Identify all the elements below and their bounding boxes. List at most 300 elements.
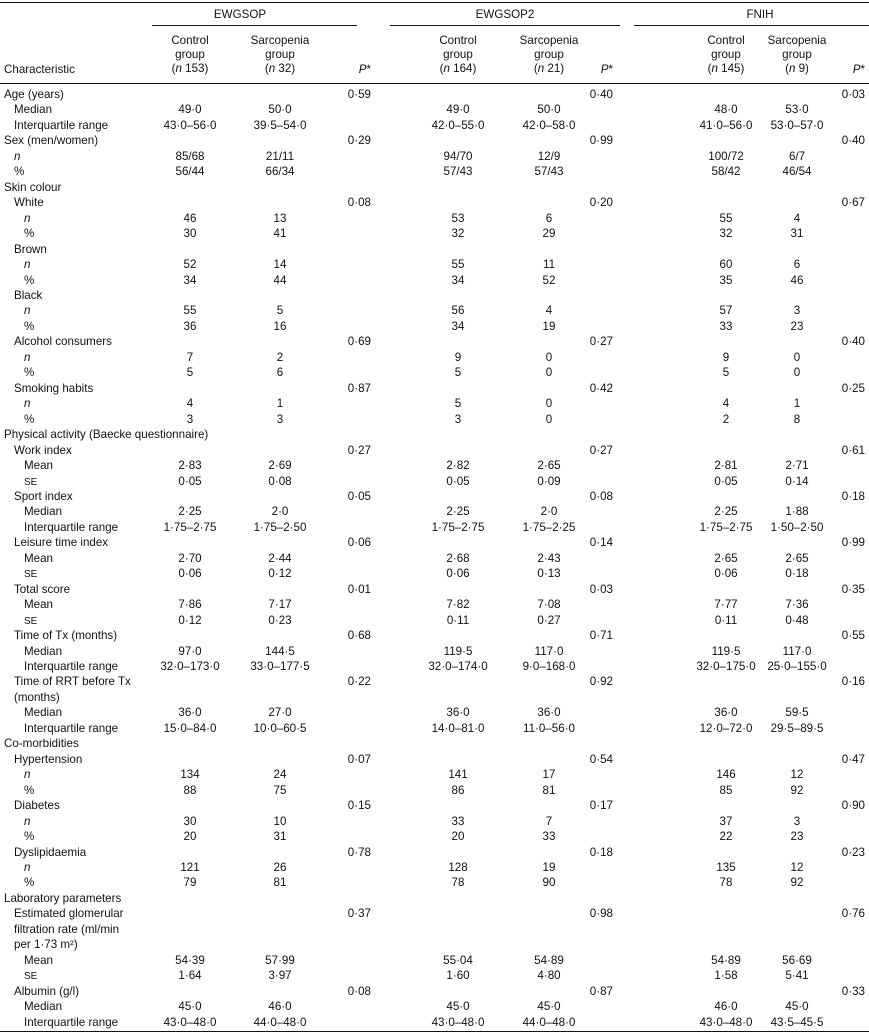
p-value: 0·27 xyxy=(589,443,613,457)
row-label: Time of Tx (months) xyxy=(14,629,118,643)
table-cell: 23 xyxy=(790,830,804,844)
table-cell: 33 xyxy=(451,814,465,828)
table-cell: 121 xyxy=(180,861,200,874)
table-cell: 45·0 xyxy=(178,1000,202,1014)
table-cell: 19 xyxy=(542,861,556,874)
table-cell: 45·0 xyxy=(446,1000,470,1014)
p-value: 0·40 xyxy=(841,335,865,349)
table-cell: 0·08 xyxy=(268,474,292,488)
table-cell: 94/70 xyxy=(443,149,473,163)
table-cell: 12 xyxy=(790,861,804,874)
p-value: 0·98 xyxy=(589,907,613,921)
table-cell: 17 xyxy=(542,768,556,782)
table-cell: 0·13 xyxy=(537,567,561,581)
table-cell: 4·80 xyxy=(537,969,561,983)
table-cell: 42·0–58·0 xyxy=(522,118,576,132)
header-rule xyxy=(0,83,869,84)
table-cell: 5 xyxy=(454,397,462,411)
row-label: Physical activity (Baecke questionnaire) xyxy=(4,428,209,442)
p-value: 0·25 xyxy=(841,381,865,395)
table-cell: 54·89 xyxy=(534,953,564,967)
table-cell: 5 xyxy=(454,366,462,380)
table-cell: 9 xyxy=(454,350,462,364)
table-cell: 56 xyxy=(451,304,465,318)
p-value: 0·18 xyxy=(589,845,613,859)
p-value: 0·08 xyxy=(589,489,613,503)
table-cell: 2·69 xyxy=(268,459,292,473)
table-cell: 31 xyxy=(790,227,804,241)
p-value: 0·17 xyxy=(589,799,613,813)
column-header: Sarcopenia group (n 21) xyxy=(519,34,579,75)
table-cell: 0·48 xyxy=(785,613,809,627)
row-label: Albumin (g/l) xyxy=(14,984,80,998)
table-cell: 36·0 xyxy=(446,706,470,720)
table-cell: 119·5 xyxy=(443,644,473,658)
table-cell: 46·0 xyxy=(714,1000,738,1014)
table-cell: 36·0 xyxy=(537,706,561,720)
table-cell: 54·39 xyxy=(175,953,205,967)
table-cell: 20 xyxy=(451,830,465,844)
table-cell: 37 xyxy=(719,814,733,828)
bottom-rule xyxy=(0,1031,869,1032)
table-cell: 56·69 xyxy=(782,953,812,967)
table-cell: 56/44 xyxy=(175,165,205,179)
row-label: n xyxy=(24,258,31,272)
table-cell: 2·81 xyxy=(714,459,738,473)
table-cell: 1·58 xyxy=(714,969,738,983)
row-label: SE xyxy=(24,971,38,983)
row-label: Brown xyxy=(14,242,47,256)
p-value: 0·40 xyxy=(589,88,613,101)
row-label: n xyxy=(24,211,31,225)
p-value: 0·29 xyxy=(347,134,371,148)
table-cell: 2·83 xyxy=(178,459,202,473)
table-cell: 3 xyxy=(793,304,801,318)
table-cell: 1·64 xyxy=(178,969,202,983)
table-cell: 30 xyxy=(183,227,197,241)
table-cell: 135 xyxy=(716,861,736,874)
row-label: Dyslipidaemia xyxy=(14,845,87,859)
group-header: EWGSOP2 xyxy=(475,8,535,21)
table-cell: 78 xyxy=(451,876,465,890)
row-label: Median xyxy=(24,644,63,658)
table-cell: 36 xyxy=(183,319,197,333)
table-cell: 0·05 xyxy=(446,474,470,488)
table-cell: 141 xyxy=(448,768,468,782)
table-cell: 41 xyxy=(273,227,287,241)
table-cell: 0·05 xyxy=(178,474,202,488)
table-cell: 7·77 xyxy=(714,598,738,612)
table-cell: 19 xyxy=(542,319,556,333)
column-header: Sarcopenia group (n 9) xyxy=(767,34,827,75)
table-cell: 36·0 xyxy=(178,706,202,720)
row-label: SE xyxy=(24,476,38,488)
p-value: 0·61 xyxy=(841,443,865,457)
characteristic-header: Characteristic xyxy=(4,63,75,76)
row-label: Interquartile range xyxy=(14,118,109,132)
row-label: Diabetes xyxy=(14,799,60,813)
row-label: Mean xyxy=(24,551,54,565)
table-cell: 39·5–54·0 xyxy=(253,118,307,132)
table-cell: 85/68 xyxy=(175,149,205,163)
p-value: 0·05 xyxy=(347,489,371,503)
p-value: 0·27 xyxy=(347,443,371,457)
p-value: 0·67 xyxy=(841,196,865,210)
table-cell: 0 xyxy=(545,397,553,411)
table-cell: 81 xyxy=(273,876,287,890)
table-cell: 6 xyxy=(793,258,801,272)
table-cell: 117·0 xyxy=(534,644,564,658)
table-cell: 7·86 xyxy=(178,598,202,612)
table-cell: 55 xyxy=(183,304,197,318)
table-cell: 1·75–2·75 xyxy=(699,520,753,534)
p-value: 0·22 xyxy=(347,675,371,689)
table-cell: 2·43 xyxy=(537,551,561,565)
table-cell: 79 xyxy=(183,876,197,890)
table-cell: 100/72 xyxy=(708,149,744,163)
row-label: Total score xyxy=(14,582,71,596)
table-cell: 34 xyxy=(451,273,465,287)
p-value: 0·08 xyxy=(347,984,371,998)
table-cell: 57 xyxy=(719,304,733,318)
table-cell: 29·5–89·5 xyxy=(770,721,824,735)
table-cell: 2·0 xyxy=(271,505,289,519)
table-cell: 12/9 xyxy=(537,149,561,163)
table-cell: 5 xyxy=(186,366,194,380)
table-cell: 146 xyxy=(716,768,736,782)
table-cell: 5·41 xyxy=(785,969,809,983)
p-value: 0·33 xyxy=(841,984,865,998)
table-cell: 4 xyxy=(722,397,730,411)
table-cell: 52 xyxy=(183,258,197,272)
table-cell: 4 xyxy=(793,211,801,225)
table-cell: 45·0 xyxy=(785,1000,809,1014)
p-value: 0·37 xyxy=(347,907,371,921)
table-cell: 3 xyxy=(276,412,284,426)
table-cell: 75 xyxy=(273,783,287,797)
table-cell: 6 xyxy=(276,366,284,380)
table-cell: 52 xyxy=(542,273,556,287)
table-cell: 0 xyxy=(545,366,553,380)
row-label: Median xyxy=(14,103,53,117)
table-cell: 11·0–56·0 xyxy=(523,721,575,735)
table-cell: 2·44 xyxy=(268,551,292,565)
row-label: per 1·73 m²) xyxy=(14,938,78,952)
row-label: Mean xyxy=(24,953,54,967)
table-cell: 0·12 xyxy=(178,613,202,627)
p-value: 0·16 xyxy=(841,675,865,689)
table-cell: 32 xyxy=(719,227,733,241)
table-cell: 6/7 xyxy=(788,149,806,163)
p-value: 0·20 xyxy=(589,196,613,210)
row-label: n xyxy=(24,397,31,411)
table-cell: 7 xyxy=(186,350,194,364)
row-label: Work index xyxy=(14,443,72,457)
p-value: 0·40 xyxy=(841,134,865,148)
table-cell: 5 xyxy=(722,366,730,380)
row-label: Median xyxy=(24,1000,63,1014)
table-cell: 1·75–2·75 xyxy=(163,520,217,534)
table-cell: 1·60 xyxy=(446,969,470,983)
table-cell: 81 xyxy=(542,783,556,797)
table-cell: 7 xyxy=(545,814,553,828)
table-cell: 0 xyxy=(545,412,553,426)
row-label: Median xyxy=(24,706,63,720)
table-cell: 13 xyxy=(273,211,287,225)
row-label: % xyxy=(24,412,35,426)
table-cell: 25·0–155·0 xyxy=(767,660,827,674)
table-cell: 2·65 xyxy=(537,459,561,473)
p-value: 0·90 xyxy=(841,799,865,813)
p-value: 0·08 xyxy=(347,196,371,210)
row-label: Median xyxy=(24,505,63,519)
row-label: % xyxy=(24,366,35,380)
table-cell: 43·0–48·0 xyxy=(699,1015,753,1029)
row-label: Hypertension xyxy=(14,752,83,766)
p-value: 0·03 xyxy=(589,582,613,596)
table-cell: 12 xyxy=(790,768,804,782)
row-label: % xyxy=(24,876,35,890)
table-cell: 15·0–84·0 xyxy=(163,721,217,735)
table-cell: 49·0 xyxy=(178,103,202,117)
table-cell: 11 xyxy=(542,258,556,272)
p-value: 0·59 xyxy=(347,88,371,101)
row-label: n xyxy=(24,350,31,364)
table-cell: 34 xyxy=(183,273,197,287)
table-cell: 29 xyxy=(542,227,556,241)
table-cell: 43·0–48·0 xyxy=(163,1015,217,1029)
group-header: EWGSOP xyxy=(213,8,267,21)
p-value: 0·92 xyxy=(589,675,613,689)
table-cell: 45·0 xyxy=(537,1000,561,1014)
table-cell: 2·25 xyxy=(178,505,202,519)
table-cell: 41·0–56·0 xyxy=(699,118,753,132)
table-cell: 14·0–81·0 xyxy=(431,721,485,735)
table-cell: 0·06 xyxy=(714,567,738,581)
table-cell: 53·0–57·0 xyxy=(770,118,824,132)
table-cell: 90 xyxy=(542,876,556,890)
table-cell: 2·25 xyxy=(714,505,738,519)
table-cell: 0·05 xyxy=(714,474,738,488)
table-cell: 0·18 xyxy=(785,567,809,581)
column-header: Control group (n 145) xyxy=(707,34,745,75)
table-cell: 33 xyxy=(719,319,733,333)
row-label: % xyxy=(24,227,35,241)
table-cell: 14 xyxy=(273,258,287,272)
table-cell: 2·65 xyxy=(714,551,738,565)
table-cell: 43·0–48·0 xyxy=(431,1015,485,1029)
table-cell: 57/43 xyxy=(443,165,473,179)
table-cell: 53 xyxy=(451,211,465,225)
row-label: n xyxy=(14,149,21,163)
table-cell: 53·0 xyxy=(785,103,809,117)
table-cell: 24 xyxy=(273,768,287,782)
row-label: (months) xyxy=(14,690,60,704)
p-value: 0·18 xyxy=(841,489,865,503)
table-cell: 66/34 xyxy=(265,165,295,179)
table-cell: 32 xyxy=(451,227,465,241)
row-label: Interquartile range xyxy=(24,660,119,674)
table-cell: 2·82 xyxy=(446,459,470,473)
table-cell: 7·08 xyxy=(537,598,561,612)
table-cell: 86 xyxy=(451,783,465,797)
p-value: 0·01 xyxy=(347,582,371,596)
table-cell: 22 xyxy=(719,830,733,844)
row-label: % xyxy=(14,165,25,179)
row-label: n xyxy=(24,814,31,828)
table-cell: 3 xyxy=(793,814,801,828)
table-cell: 44·0–48·0 xyxy=(253,1015,307,1029)
table-cell: 12·0–72·0 xyxy=(699,721,753,735)
table-cell: 34 xyxy=(451,319,465,333)
row-label: n xyxy=(24,304,31,318)
table-cell: 1·75–2·75 xyxy=(431,520,485,534)
row-label: Alcohol consumers xyxy=(14,335,112,349)
table-cell: 1·50–2·50 xyxy=(770,520,824,534)
table-cell: 0 xyxy=(793,366,801,380)
p-value-header: P* xyxy=(600,63,613,76)
table-cell: 57/43 xyxy=(534,165,564,179)
table-cell: 27·0 xyxy=(268,706,292,720)
p-value: 0·07 xyxy=(347,752,371,766)
table-cell: 0·23 xyxy=(268,613,292,627)
table-cell: 33·0–177·5 xyxy=(250,660,310,674)
row-label: Sport index xyxy=(14,489,73,503)
table-cell: 20 xyxy=(183,830,197,844)
table-cell: 1·75–2·25 xyxy=(522,520,576,534)
row-label: SE xyxy=(24,569,38,581)
table-cell: 21/11 xyxy=(265,149,295,163)
table-cell: 33 xyxy=(542,830,556,844)
row-label: SE xyxy=(24,615,38,627)
p-value: 0·14 xyxy=(589,536,613,550)
p-value: 0·54 xyxy=(589,752,613,766)
table-cell: 3 xyxy=(454,412,462,426)
table-cell: 43·0–56·0 xyxy=(163,118,217,132)
table-cell: 2·71 xyxy=(785,459,809,473)
table-cell: 2 xyxy=(276,350,284,364)
table-cell: 0·11 xyxy=(714,613,738,627)
table-cell: 31 xyxy=(273,830,287,844)
column-header: Control group (n 153) xyxy=(171,34,209,75)
table-cell: 2 xyxy=(722,412,730,426)
table-cell: 60 xyxy=(719,258,733,272)
row-label: % xyxy=(24,830,35,844)
group-rule xyxy=(634,25,869,26)
table-cell: 0·06 xyxy=(178,567,202,581)
p-value: 0·71 xyxy=(589,629,613,643)
table-cell: 0 xyxy=(793,350,801,364)
p-value: 0·68 xyxy=(347,629,371,643)
p-value: 0·76 xyxy=(841,907,865,921)
table-cell: 55 xyxy=(719,211,733,225)
table-cell: 6 xyxy=(545,211,553,225)
table-cell: 44 xyxy=(273,273,287,287)
table-cell: 2·70 xyxy=(178,551,202,565)
table-cell: 26 xyxy=(273,861,287,874)
table-cell: 2·68 xyxy=(446,551,470,565)
row-label: Interquartile range xyxy=(24,721,119,735)
p-value: 0·35 xyxy=(841,582,865,596)
p-value: 0·23 xyxy=(841,845,865,859)
top-rule xyxy=(0,2,869,3)
table-cell: 2·0 xyxy=(540,505,558,519)
table-cell: 32·0–174·0 xyxy=(428,660,488,674)
table-cell: 42·0–55·0 xyxy=(431,118,485,132)
row-label: White xyxy=(14,196,44,210)
table-cell: 9 xyxy=(722,350,730,364)
row-label: Mean xyxy=(24,598,54,612)
table-cell: 16 xyxy=(273,319,287,333)
row-label: Interquartile range xyxy=(24,1015,119,1029)
table-cell: 2·65 xyxy=(785,551,809,565)
table-cell: 46 xyxy=(790,273,804,287)
table-cell: 23 xyxy=(790,319,804,333)
table-cell: 59·5 xyxy=(785,706,809,720)
table-cell: 0·11 xyxy=(446,613,470,627)
table-cell: 8 xyxy=(793,412,801,426)
group-header: FNIH xyxy=(746,8,774,21)
table-cell: 43·5–45·5 xyxy=(770,1015,824,1029)
row-label: Mean xyxy=(24,459,54,473)
table-cell: 30 xyxy=(183,814,197,828)
row-label: Smoking habits xyxy=(14,381,94,395)
p-value: 0·78 xyxy=(347,845,371,859)
table-cell: 134 xyxy=(180,768,200,782)
table-cell: 128 xyxy=(448,861,468,874)
table-cell: 9·0–168·0 xyxy=(522,660,576,674)
table-cell: 55 xyxy=(451,258,465,272)
group-rule xyxy=(152,25,357,26)
row-label: Black xyxy=(14,288,43,302)
row-label: Laboratory parameters xyxy=(4,891,122,905)
p-value: 0·06 xyxy=(347,536,371,550)
table-cell: 58/42 xyxy=(711,165,741,179)
table-cell: 7·17 xyxy=(268,598,292,612)
row-label: n xyxy=(24,768,31,782)
table-cell: 49·0 xyxy=(446,103,470,117)
column-header: Control group (n 164) xyxy=(439,34,477,75)
table-cell: 0·09 xyxy=(537,474,561,488)
table-cell: 85 xyxy=(719,783,733,797)
p-value: 0·03 xyxy=(841,88,865,101)
row-label: n xyxy=(24,861,31,874)
table-cell: 57·99 xyxy=(265,953,295,967)
table-cell: 48·0 xyxy=(714,103,738,117)
p-value: 0·99 xyxy=(589,134,613,148)
table-cell: 0·12 xyxy=(268,567,292,581)
table-cell: 7·36 xyxy=(785,598,809,612)
p-value-header: P* xyxy=(852,63,865,76)
table-cell: 4 xyxy=(545,304,553,318)
row-label: % xyxy=(24,783,35,797)
row-label: Leisure time index xyxy=(14,536,109,550)
row-label: Time of RRT before Tx xyxy=(14,675,131,689)
group-rule xyxy=(390,25,620,26)
row-label: Sex (men/women) xyxy=(4,134,99,148)
table-cell: 0·27 xyxy=(537,613,561,627)
p-value: 0·47 xyxy=(841,752,865,766)
row-label: Estimated glomerular xyxy=(14,907,124,921)
p-value: 0·87 xyxy=(589,984,613,998)
p-value: 0·87 xyxy=(347,381,371,395)
p-value: 0·55 xyxy=(841,629,865,643)
table-cell: 1 xyxy=(276,397,284,411)
row-label: Skin colour xyxy=(4,180,62,194)
table-cell: 92 xyxy=(790,876,804,890)
row-label: Co-morbidities xyxy=(4,737,79,751)
table-cell: 1 xyxy=(793,397,801,411)
